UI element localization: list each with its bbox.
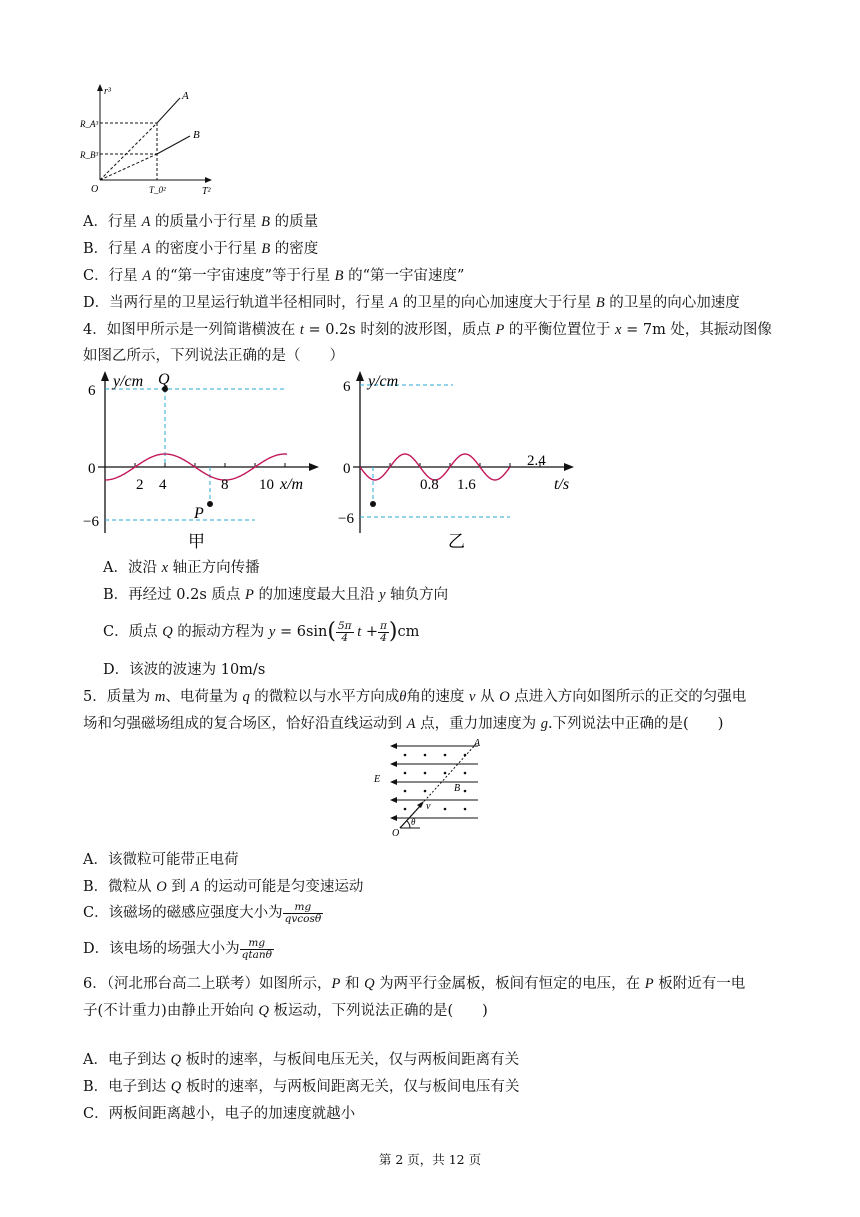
jia-caption: 甲 bbox=[188, 532, 205, 551]
q4-option-d: D．该波的波速为 10m/s bbox=[103, 662, 266, 678]
point-p-label: P bbox=[194, 505, 204, 522]
jia-xtick-8: 8 bbox=[221, 477, 229, 493]
t0-label: T_0² bbox=[149, 185, 166, 195]
point-q-label: Q bbox=[158, 371, 170, 388]
figure-v: v bbox=[426, 801, 431, 812]
yi-xtick-16: 1.6 bbox=[457, 477, 476, 493]
q5-option-d: D．该电场的场强大小为 $\frac{mg}{qtan\theta}$ bbox=[83, 936, 272, 961]
figure-a: A bbox=[474, 738, 481, 749]
q5-option-a: A．该微粒可能带正电荷 bbox=[83, 852, 239, 868]
yi-tick-0: 0 bbox=[343, 461, 351, 477]
figure-e: E bbox=[374, 774, 381, 785]
yi-xlabel: t/s bbox=[554, 476, 570, 493]
q3-option-d: D．当两行星的卫星运行轨道半径相同时，行星 A 的卫星的向心加速度大于行星 B 的卫星的向心加速度 bbox=[83, 295, 740, 311]
figure-o: O bbox=[392, 828, 400, 838]
q3-option-c: C．行星 A 的“第一宇宙速度”等于行星 B 的“第一宇宙速度” bbox=[83, 268, 465, 284]
q5-option-c: C．该磁场的磁感应强度大小为 $\frac{mg}{qvcos\theta}$ bbox=[83, 900, 322, 925]
q5-stem-line2: 场和匀强磁场组成的复合场区，恰好沿直线运动到 A 点，重力加速度为 g.下列说法中正确的是( ) bbox=[83, 716, 724, 732]
figure-theta: θ bbox=[411, 817, 416, 827]
figure-b: B bbox=[454, 783, 461, 794]
q6-option-c: C．两板间距离越小，电子的加速度就越小 bbox=[83, 1106, 356, 1122]
q3-option-a: A．行星 A 的质量小于行星 B 的质量 bbox=[83, 214, 319, 230]
jia-ylabel: y/cm bbox=[113, 373, 144, 390]
q6-option-a: A．电子到达 Q 板时的速率，与板间电压无关，仅与两板间距离有关 bbox=[83, 1052, 520, 1068]
yi-ylabel: y/cm bbox=[368, 373, 399, 390]
jia-xtick-2: 2 bbox=[136, 477, 144, 493]
yi-tick-6: 6 bbox=[343, 379, 351, 395]
yi-xtick-24: 2.4 bbox=[527, 453, 546, 469]
q4-stem-line2: 如图乙所示，下列说法正确的是（ ） bbox=[83, 348, 344, 364]
q4-option-c: C．质点 Q 的振动方程为 y = 6sin( $\frac{5\pi}{4}$ t + $\frac{\pi}{4}$ )cm bbox=[103, 619, 420, 644]
jia-tick-6: 6 bbox=[88, 383, 96, 399]
q4-stem-line1: 4．如图甲所示是一列简谐横波在 t = 0.2s 时刻的波形图，质点 P 的平衡位置位于 x = 7m 处，其振动图像 bbox=[83, 322, 772, 338]
axis-r3: r³ bbox=[104, 86, 111, 97]
yi-xtick-08: 0.8 bbox=[420, 477, 439, 493]
yi-tick-neg6: −6 bbox=[338, 511, 354, 527]
line-a-label: A bbox=[182, 90, 189, 102]
origin-label: O bbox=[91, 184, 99, 195]
q6-stem-line2: 子(不计重力)由静止开始向 Q 板运动，下列说法正确的是( ) bbox=[83, 1003, 488, 1019]
q5-stem-line1: 5．质量为 m、电荷量为 q 的微粒以与水平方向成θ角的速度 v 从 O 点进入方向如图所示的正交的匀强电 bbox=[83, 689, 747, 705]
jia-tick-neg6: −6 bbox=[83, 514, 99, 530]
vibration-graph-yi bbox=[338, 368, 588, 553]
q4-option-b: B．再经过 0.2s 质点 P 的加速度最大且沿 y 轴负方向 bbox=[103, 587, 449, 603]
q6-option-b: B．电子到达 Q 板时的速率，与两板间距离无关，仅与板间电压有关 bbox=[83, 1079, 520, 1095]
yi-caption: 乙 bbox=[448, 532, 465, 551]
graph-r3-t2 bbox=[80, 80, 225, 198]
jia-xtick-4: 4 bbox=[159, 477, 167, 493]
q3-option-b: B．行星 A 的密度小于行星 B 的密度 bbox=[83, 241, 319, 257]
q5-option-b: B．微粒从 O 到 A 的运动可能是匀变速运动 bbox=[83, 879, 364, 895]
q4-option-a: A．波沿 x 轴正方向传播 bbox=[103, 560, 260, 576]
field-figure bbox=[370, 738, 485, 838]
page-footer: 第 2 页，共 12 页 bbox=[378, 1152, 482, 1167]
ra-label: R_A³ bbox=[80, 119, 99, 129]
q6-stem-line1: 6．（河北邢台高二上联考）如图所示，P 和 Q 为两平行金属板，板间有恒定的电压，在 P 板附近有一电 bbox=[83, 976, 746, 992]
line-b-label: B bbox=[193, 129, 200, 141]
jia-xtick-10: 10 bbox=[259, 477, 274, 493]
jia-tick-0: 0 bbox=[88, 461, 96, 477]
rb-label: R_B³ bbox=[80, 150, 99, 160]
jia-xlabel: x/m bbox=[280, 476, 304, 493]
wave-graph-jia bbox=[83, 368, 323, 553]
axis-t2: T² bbox=[202, 186, 211, 197]
